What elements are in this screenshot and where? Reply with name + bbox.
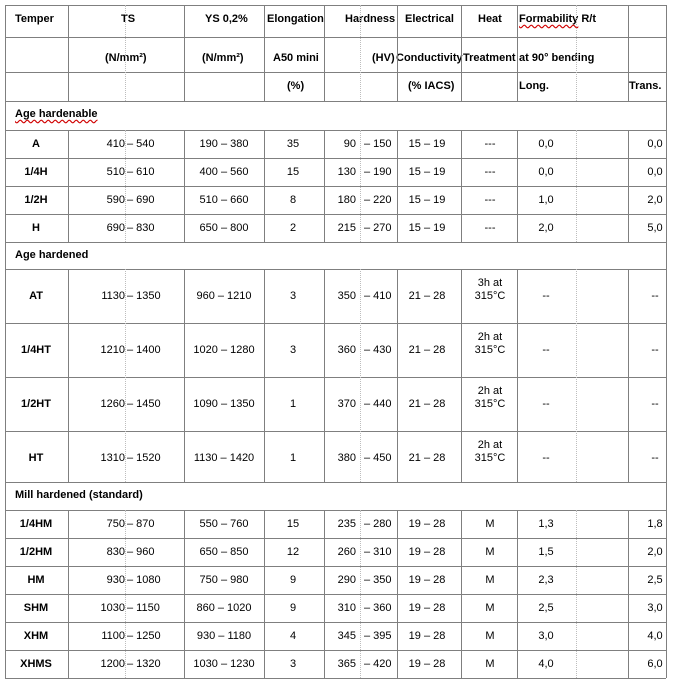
ts-min-cell: 690: [106, 222, 125, 234]
hv-min-cell: 365: [337, 658, 356, 670]
hv-max-cell: – 450: [364, 452, 392, 464]
conductivity-cell: 19 – 28: [408, 574, 446, 586]
column-divider: [68, 269, 69, 482]
ts-max-cell: – 1080: [127, 574, 161, 586]
formability-long-cell: --: [542, 344, 550, 356]
formability-long-cell: 0,0: [538, 138, 554, 150]
header-trans: Trans.: [629, 80, 662, 92]
elongation-cell: 15: [286, 518, 300, 530]
sub-column-divider: [125, 510, 126, 678]
ys-cell: 1130 – 1420: [193, 452, 255, 464]
hv-max-cell: – 430: [364, 344, 392, 356]
formability-trans-cell: --: [651, 290, 659, 302]
ys-cell: 550 – 760: [199, 518, 249, 530]
heat-treatment-cell: 2h at: [477, 331, 503, 343]
header-ys-unit: (N/mm²): [202, 52, 244, 64]
row-separator: [5, 186, 666, 187]
section-separator: [5, 482, 666, 483]
elongation-cell: 1: [289, 452, 297, 464]
formability-trans-cell: 0,0: [647, 166, 663, 178]
column-divider: [461, 269, 462, 482]
column-divider: [324, 130, 325, 242]
ts-max-cell: – 540: [127, 138, 155, 150]
ts-max-cell: – 610: [127, 166, 155, 178]
ts-min-cell: 590: [106, 194, 125, 206]
temper-cell: 1/2H: [24, 194, 48, 206]
column-divider: [628, 130, 629, 242]
formability-long-cell: 4,0: [538, 658, 554, 670]
table-border-bottom: [5, 678, 666, 679]
header-formability: [519, 13, 596, 26]
header-treatment: Treatment: [463, 52, 516, 64]
formability-trans-cell: 0,0: [647, 138, 663, 150]
row-separator: [5, 510, 666, 511]
ts-min-cell: 510: [106, 166, 125, 178]
section-title: Mill hardened (standard): [15, 489, 143, 501]
formability-long-cell: 1,3: [538, 518, 554, 530]
column-divider: [264, 510, 265, 678]
ts-min-cell: 410: [106, 138, 125, 150]
ts-min-cell: 1210: [100, 344, 125, 356]
section-title: Age hardened: [15, 249, 89, 261]
formability-rt: R/t: [581, 13, 597, 25]
ts-max-cell: – 1150: [127, 602, 160, 614]
heat-treatment-cell: M: [485, 658, 495, 670]
formability-trans-cell: 2,0: [647, 546, 663, 558]
header-heat: Heat: [478, 13, 502, 25]
ts-max-cell: – 690: [127, 194, 155, 206]
hv-min-cell: 290: [337, 574, 356, 586]
ts-max-cell: – 830: [127, 222, 155, 234]
temper-cell: SHM: [23, 602, 49, 614]
column-divider: [324, 269, 325, 482]
ys-cell: 1030 – 1230: [193, 658, 255, 670]
formability-trans-cell: 6,0: [647, 658, 663, 670]
temper-cell: 1/4HT: [21, 344, 51, 356]
header-hardness: Hardness: [345, 13, 396, 25]
formability-long-cell: 3,0: [538, 630, 554, 642]
column-divider: [628, 269, 629, 482]
formability-long-cell: 2,3: [538, 574, 554, 586]
conductivity-cell: 19 – 28: [408, 546, 446, 558]
row-separator: [5, 214, 666, 215]
elongation-cell: 9: [289, 574, 297, 586]
formability-trans-cell: 3,0: [647, 602, 663, 614]
formability-long-cell: 1,0: [538, 194, 554, 206]
sub-column-divider: [360, 510, 361, 678]
column-divider: [397, 5, 398, 101]
hv-max-cell: – 150: [364, 138, 392, 150]
ts-max-cell: – 1350: [127, 290, 161, 302]
conductivity-cell: 15 – 19: [408, 138, 446, 150]
heat-treatment-cell: 3h at: [477, 277, 503, 289]
ts-max-cell: – 1250: [127, 630, 161, 642]
section-title: Age hardenable: [15, 108, 98, 120]
temper-cell: AT: [29, 290, 43, 302]
hv-max-cell: – 310: [364, 546, 392, 558]
column-divider: [324, 5, 325, 101]
heat-treatment-temp-cell: 315°C: [474, 452, 506, 464]
formability-trans-cell: --: [651, 344, 659, 356]
elongation-cell: 8: [289, 194, 297, 206]
ys-cell: 1090 – 1350: [193, 398, 255, 410]
elongation-cell: 1: [289, 398, 297, 410]
section-separator: [5, 242, 666, 243]
ys-cell: 190 – 380: [199, 138, 249, 150]
temper-cell: 1/4HM: [19, 518, 53, 530]
hv-max-cell: – 190: [364, 166, 392, 178]
hv-min-cell: 350: [337, 290, 356, 302]
column-divider: [628, 510, 629, 678]
hv-min-cell: 360: [337, 344, 356, 356]
row-separator: [5, 269, 666, 270]
heat-treatment-temp-cell: 315°C: [474, 290, 506, 302]
ys-cell: 960 – 1210: [196, 290, 252, 302]
temper-cell: HT: [28, 452, 44, 464]
sub-column-divider: [360, 5, 361, 101]
hv-min-cell: 260: [337, 546, 356, 558]
row-separator: [5, 431, 666, 432]
section-separator: [5, 101, 666, 102]
row-separator: [5, 130, 666, 131]
column-divider: [68, 130, 69, 242]
conductivity-cell: 19 – 28: [408, 602, 446, 614]
heat-treatment-temp-cell: 315°C: [474, 398, 506, 410]
ts-max-cell: – 870: [127, 518, 155, 530]
heat-treatment-cell: 2h at: [477, 439, 503, 451]
hv-min-cell: 380: [337, 452, 356, 464]
temper-cell: XHMS: [20, 658, 52, 670]
ys-cell: 400 – 560: [199, 166, 249, 178]
column-divider: [517, 269, 518, 482]
column-divider: [517, 5, 518, 101]
formability-long-cell: --: [542, 398, 550, 410]
hv-min-cell: 310: [337, 602, 356, 614]
temper-cell: XHM: [23, 630, 49, 642]
ts-min-cell: 1100: [101, 630, 125, 642]
conductivity-cell: 19 – 28: [408, 630, 446, 642]
column-divider: [628, 5, 629, 101]
column-divider: [461, 510, 462, 678]
conductivity-cell: 19 – 28: [408, 518, 446, 530]
elongation-cell: 2: [289, 222, 297, 234]
conductivity-cell: 21 – 28: [408, 290, 446, 302]
elongation-cell: 3: [289, 658, 297, 670]
column-divider: [397, 269, 398, 482]
conductivity-cell: 15 – 19: [408, 222, 446, 234]
table-border-top: [5, 5, 666, 6]
heat-treatment-cell: M: [485, 574, 495, 586]
row-separator: [5, 323, 666, 324]
column-divider: [264, 5, 265, 101]
formability-trans-cell: --: [651, 452, 659, 464]
heat-treatment-cell: ---: [484, 222, 496, 234]
row-separator: [5, 566, 666, 567]
column-divider: [517, 510, 518, 678]
elongation-cell: 9: [289, 602, 297, 614]
ts-max-cell: – 960: [127, 546, 155, 558]
sub-column-divider: [360, 130, 361, 242]
header-ys: YS 0,2%: [205, 13, 248, 25]
ts-min-cell: 1260: [100, 398, 125, 410]
ts-min-cell: 930: [106, 574, 125, 586]
column-divider: [68, 510, 69, 678]
temper-cell: 1/4H: [24, 166, 48, 178]
header-iacs: (% IACS): [408, 80, 455, 92]
ts-max-cell: – 1400: [127, 344, 161, 356]
header-temper: Temper: [15, 13, 54, 25]
hv-max-cell: – 395: [364, 630, 392, 642]
temper-cell: 1/2HM: [19, 546, 53, 558]
conductivity-cell: 21 – 28: [408, 398, 446, 410]
column-divider: [184, 510, 185, 678]
hv-max-cell: – 440: [364, 398, 392, 410]
temper-cell: H: [32, 222, 40, 234]
column-divider: [264, 130, 265, 242]
temper-cell: A: [32, 138, 40, 150]
conductivity-cell: 15 – 19: [408, 194, 446, 206]
conductivity-cell: 21 – 28: [408, 344, 446, 356]
ys-cell: 860 – 1020: [196, 602, 252, 614]
hv-max-cell: – 410: [364, 290, 392, 302]
hv-min-cell: 130: [337, 166, 356, 178]
header-elong-unit: A50 mini: [273, 52, 319, 64]
heat-treatment-cell: 2h at: [477, 385, 503, 397]
elongation-cell: 35: [286, 138, 300, 150]
sub-column-divider: [576, 269, 577, 482]
temper-cell: 1/2HT: [21, 398, 51, 410]
column-divider: [397, 130, 398, 242]
hv-min-cell: 370: [337, 398, 356, 410]
header-electrical: Electrical: [405, 13, 454, 25]
hv-min-cell: 180: [337, 194, 356, 206]
row-separator: [5, 37, 666, 38]
formability-long-cell: 0,0: [538, 166, 554, 178]
header-elong-pct: (%): [287, 80, 305, 92]
temper-cell: HM: [27, 574, 45, 586]
heat-treatment-cell: M: [485, 630, 495, 642]
ts-max-cell: – 1320: [127, 658, 161, 670]
row-separator: [5, 538, 666, 539]
row-separator: [5, 622, 666, 623]
ys-cell: 650 – 850: [199, 546, 249, 558]
sub-column-divider: [125, 130, 126, 242]
column-divider: [517, 130, 518, 242]
heat-treatment-cell: ---: [484, 166, 496, 178]
elongation-cell: 3: [289, 290, 297, 302]
row-separator: [5, 377, 666, 378]
sub-column-divider: [125, 5, 126, 101]
ys-cell: 510 – 660: [199, 194, 249, 206]
ts-min-cell: 1130: [101, 290, 125, 302]
heat-treatment-cell: M: [485, 546, 495, 558]
column-divider: [461, 130, 462, 242]
formability-long-cell: 2,5: [538, 602, 554, 614]
ys-cell: 930 – 1180: [196, 630, 252, 642]
hv-max-cell: – 350: [364, 574, 392, 586]
heat-treatment-cell: ---: [484, 138, 496, 150]
column-divider: [264, 269, 265, 482]
formability-long-cell: 2,0: [538, 222, 554, 234]
formability-trans-cell: 2,0: [647, 194, 663, 206]
column-divider: [184, 5, 185, 101]
hv-min-cell: 345: [337, 630, 356, 642]
column-divider: [461, 5, 462, 101]
formability-trans-cell: 2,5: [647, 574, 663, 586]
formability-long-cell: --: [542, 452, 550, 464]
ys-cell: 750 – 980: [199, 574, 249, 586]
hv-min-cell: 235: [337, 518, 356, 530]
ts-min-cell: 1310: [100, 452, 125, 464]
formability-long-cell: 1,5: [538, 546, 554, 558]
sub-column-divider: [576, 5, 577, 101]
elongation-cell: 15: [286, 166, 300, 178]
formability-trans-cell: --: [651, 398, 659, 410]
hv-max-cell: – 420: [364, 658, 392, 670]
row-separator: [5, 594, 666, 595]
conductivity-cell: 15 – 19: [408, 166, 446, 178]
column-divider: [184, 269, 185, 482]
sub-column-divider: [360, 269, 361, 482]
row-separator: [5, 158, 666, 159]
elongation-cell: 12: [286, 546, 300, 558]
header-conductivity: Conductivity: [396, 52, 463, 64]
hv-max-cell: – 220: [364, 194, 392, 206]
ts-min-cell: 830: [106, 546, 125, 558]
header-bending: at 90° bending: [519, 52, 595, 64]
formability-trans-cell: 4,0: [647, 630, 663, 642]
column-divider: [184, 130, 185, 242]
header-hv-unit: (HV): [372, 52, 395, 64]
hv-max-cell: – 280: [364, 518, 392, 530]
heat-treatment-temp-cell: 315°C: [474, 344, 506, 356]
ys-cell: 1020 – 1280: [193, 344, 255, 356]
ts-min-cell: 1030: [100, 602, 125, 614]
header-elongation: Elongation: [267, 13, 324, 25]
conductivity-cell: 21 – 28: [408, 452, 446, 464]
elongation-cell: 4: [289, 630, 297, 642]
sub-column-divider: [125, 269, 126, 482]
table-border-right: [666, 5, 667, 678]
heat-treatment-cell: ---: [484, 194, 496, 206]
sub-column-divider: [576, 510, 577, 678]
column-divider: [324, 510, 325, 678]
hv-min-cell: 215: [337, 222, 356, 234]
heat-treatment-cell: M: [485, 602, 495, 614]
header-long: Long.: [519, 80, 549, 92]
sub-column-divider: [576, 130, 577, 242]
header-ts-unit: (N/mm²): [105, 52, 147, 64]
hv-max-cell: – 360: [364, 602, 392, 614]
row-separator: [5, 650, 666, 651]
ts-max-cell: – 1450: [127, 398, 161, 410]
formability-trans-cell: 5,0: [647, 222, 663, 234]
table-border-left: [5, 5, 6, 678]
header-ts: TS: [121, 13, 136, 25]
column-divider: [68, 5, 69, 101]
formability-long-cell: --: [542, 290, 550, 302]
hv-min-cell: 90: [343, 138, 356, 150]
ys-cell: 650 – 800: [199, 222, 249, 234]
ts-min-cell: 1200: [100, 658, 125, 670]
column-divider: [397, 510, 398, 678]
formability-word: Formability: [519, 13, 579, 25]
ts-min-cell: 750: [106, 518, 125, 530]
ts-max-cell: – 1520: [127, 452, 161, 464]
elongation-cell: 3: [289, 344, 297, 356]
row-separator: [5, 72, 666, 73]
conductivity-cell: 19 – 28: [408, 658, 446, 670]
formability-trans-cell: 1,8: [647, 518, 663, 530]
heat-treatment-cell: M: [485, 518, 495, 530]
hv-max-cell: – 270: [364, 222, 392, 234]
